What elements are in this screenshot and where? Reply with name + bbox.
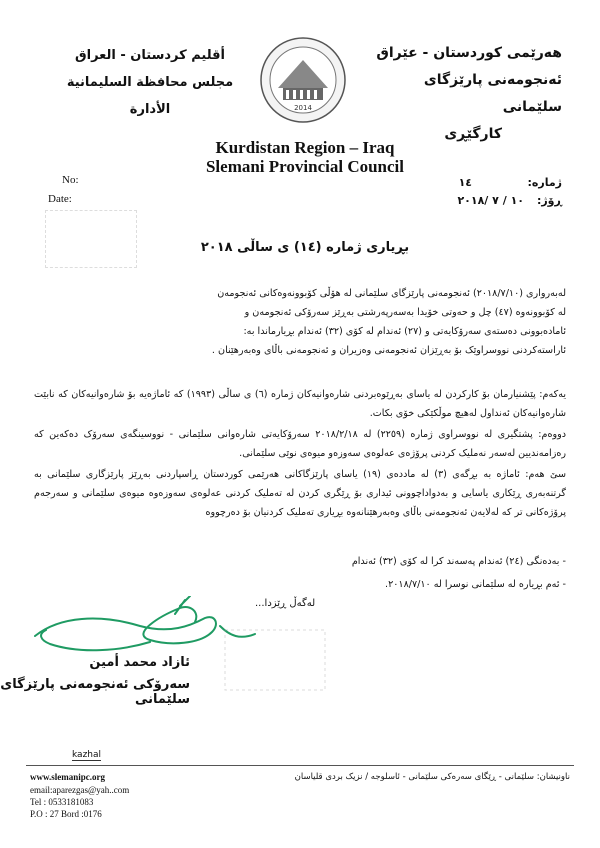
- header-arabic: [60, 42, 240, 123]
- footer-po-box: P.O : 27 Bord :0176: [30, 809, 102, 819]
- header-kurdish-line-1: هەرێمی کوردستان - عێراق: [376, 45, 562, 61]
- closing-section: [34, 552, 566, 594]
- signatory-name: ئازاد محمد أمين: [89, 655, 190, 670]
- header-arabic-line-3: الأدارة: [129, 102, 171, 117]
- footer-email[interactable]: email:aparezgas@yah..com: [30, 785, 130, 795]
- intro-line: لە کۆبوونەوە (٤٧) چل و حەوتی خۆیدا بەسەرپەرشتی بەڕێز سەرۆکی ئەنجومەن و: [244, 307, 566, 318]
- header-kurdish-line-2: ئەنجومەنی پارێزگای سلێمانی: [423, 72, 562, 115]
- english-title: [170, 138, 440, 176]
- english-title-line-2: Slemani Provincial Council: [205, 157, 405, 176]
- decision-heading: بڕیاری ژمارە (١٤) ی ساڵی ٢٠١٨: [200, 240, 410, 255]
- reasons-section: [34, 385, 566, 522]
- footer-tel: Tel : 0533181083: [30, 797, 94, 807]
- signatory-role: سەرۆکی ئەنجومەنی پارێزگای سلێمانی: [0, 677, 190, 707]
- reason-item-3: سێ هەم: ئاماژە بە بڕگەی (٣) لە ماددەی (١٩) یاسای پارێزگاکانی هەرێمی کوردستان ڕاسپاردنی بەڕێز پارێزگاری سلێمانی بە گرتنەبەری ڕێکاری یاسایی و بەدواداچوونی ئیداری بۆ ڕێگری کردن لە تەملیک کردنی عەلوەی سەوزەوە میوەی سلێمانی و سەرجەم پرۆژەکانی تر کە لەلایەن ئەنجومەنی باڵای وەبەرهێنانەوە بڕیاری تەملیک کردنیان بۆ دەرچووە: [34, 469, 566, 518]
- intro-paragraph: [34, 284, 566, 360]
- number-label-ku: ژمارە:: [527, 176, 562, 189]
- regards-text: لەگەڵ ڕێزدا...: [255, 598, 316, 609]
- logo-year: 2014: [294, 104, 312, 112]
- english-title-line-1: Kurdistan Region – Iraq: [215, 138, 395, 157]
- header-kurdish: [362, 40, 562, 148]
- intro-line: ئامادەبوونی دەستەی سەرۆکایەتی و (٢٧) ئەندام لە کۆی (٣٢) ئەندام بڕیارماندا بە:: [243, 326, 566, 337]
- reason-item-1: یەکەم: پێشنیارمان بۆ کارکردن لە یاسای بەڕێوەبردنی شارەوانیەکان ژمارە (٦) ی ساڵی (١٩٩٣) کە ئاماژەیە بۆ شارەوانیەکان کە نابێت شارەوانیەکان ئەنداول لەهیچ موڵکێکی خۆی بکات.: [34, 389, 567, 419]
- date-label-ku: ڕۆژ:: [536, 194, 562, 207]
- footer-website[interactable]: www.slemanipc.org: [30, 772, 105, 782]
- header-kurdish-line-3: کارگێڕی: [444, 126, 502, 142]
- vote-line: - بەدەنگی (٢٤) ئەندام پەسەند کرا لە کۆی (٣٢) ئەندام: [351, 556, 566, 567]
- council-logo: [250, 36, 356, 124]
- number-value: ١٤: [458, 176, 472, 189]
- written-line: - ئەم بڕیارە لە سلێمانی نوسرا لە ٢٠١٨/٧/١٠.: [385, 579, 566, 590]
- no-label-en: No:: [62, 174, 79, 186]
- footer-address: ناونیشان: سلێمانی - ڕێگای سەرەکی سلێمانی - ئاسلوجە / نزیک بردی قلیاسان: [294, 772, 570, 782]
- intro-line: ئاراستەکردنی نووسراوێک بۆ بەڕێزان ئەنجومەنی وەزیران و ئەنجومەنی باڵای وەبەرهێنان .: [211, 345, 566, 356]
- typist-initials: kazhal: [72, 750, 102, 760]
- date-label-en: Date:: [48, 193, 72, 205]
- footer-divider: [26, 765, 574, 766]
- date-value: ١٠ / ٧ /٢٠١٨: [457, 194, 524, 207]
- bleed-through-mark: [45, 210, 137, 268]
- header-arabic-line-1: أقليم كردستان - العراق: [75, 48, 225, 63]
- reason-item-2: دووەم: پشتگیری لە نووسراوی ژمارە (٢٢٥٩) لە ٢٠١٨/٢/١٨ سەرۆکایەتی شارەوانی سلێمانی - نووسینگەی سەرۆک دەکەین کە رەزامەندیین لەسەر نەملیک کردنی پرۆژەی عەلوەی سەوزەو میوەی نوێی سلێمانی.: [34, 429, 567, 459]
- stamp-impression: [185, 610, 365, 710]
- intro-line: لەبەرواری (٢٠١٨/٧/١٠) ئەنجومەنی پارێزگای سلێمانی لە هۆڵی کۆبوونەوەکانی ئەنجومەن: [217, 288, 566, 299]
- header-arabic-line-2: مجلس محافظة السليمانية: [66, 75, 234, 90]
